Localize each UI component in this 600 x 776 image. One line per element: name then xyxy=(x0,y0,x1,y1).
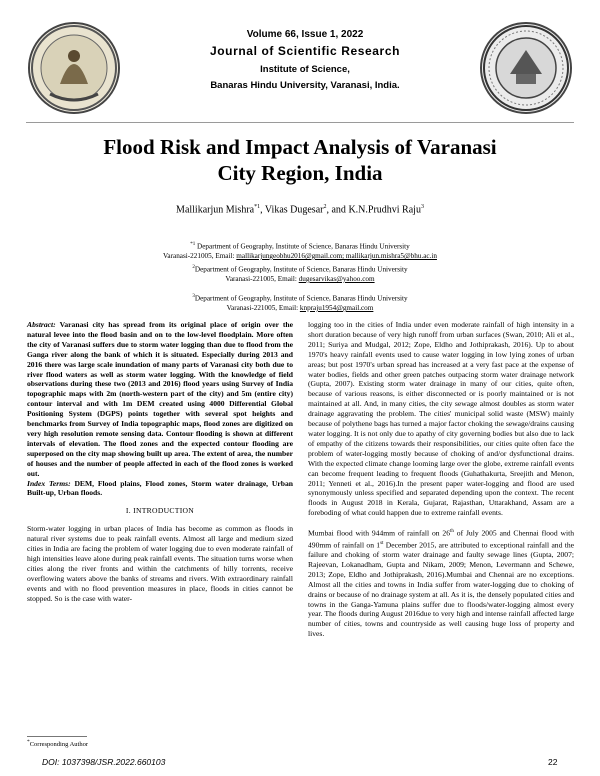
abstract-text: Varanasi city has spread from its original place of origin over the natural levee into the flood basin and on to the low-level floodplain. More often the city of Varanasi suffers due to storm water logging than due to flood from the Ganga river along the bank of which it is situated. Especially during 2013 and 2016 there was large scale inundation of many parts of Varanasi city both due to river flood waters as well as storm water logging. With the knowledge of field observations during these two (2013 and 2016) flood years using Survey of India topographic maps with 2m (north-western part of the city) and 5m (entire city) contour interval and with 1m DEM created using 4000 Differential Global Positioning System (DGPS) points together with several spot heights and benchmarks from Survey of India topographic maps, flood zones are digitized on very high resolution remote sensing data. Contour flooding is shown at different intervals of elevation. The flood zones and the expected contour flooding are superposed on the city map showing built up area. The extent of area, the number of houses and the number of people affected in each of the flood zones is worked out. xyxy=(27,320,293,478)
p2-part2: of July 2005 and Chennai flood with 490mm of rainfall on 1 xyxy=(308,528,574,550)
footnote-rule xyxy=(27,736,87,737)
index-terms-text: DEM, Flood plains, Flood zones, Storm water drainage, Urban Built-up, Urban floods. xyxy=(27,478,293,498)
affiliation-2 xyxy=(60,263,540,285)
aff1-sup: *1 xyxy=(190,242,196,247)
author-1-sup: *1 xyxy=(254,204,261,210)
section-heading-introduction: I. INTRODUCTION xyxy=(125,506,195,516)
aff3-line1: Department of Geography, Institute of Science, Banaras Hindu University xyxy=(194,294,408,303)
journal-header xyxy=(140,28,470,92)
journal-name: Journal of Scientific Research xyxy=(209,44,401,58)
intro-paragraph-right-2 xyxy=(308,527,574,639)
faculty-seal-icon xyxy=(482,24,570,112)
faculty-logo xyxy=(480,22,572,114)
intro-paragraph-left: Storm-water logging in urban places of India has become as common as floods in natural river systems due to peak rainfall events. Almost all large and medium sized cities in India are facing the problem of water logging due to even moderate rainfall of high intensities leave alone during peak rainfall events. The situation turns worse when cities along the river fronts and within the catchments of hilly torrents, receive overflowing waters above the banks of streams and rivers. With extraordinary rainfall events and with no flood prevention measures in place, floods in cities cannot be stopped. So is the case with water- xyxy=(27,524,293,603)
p2-part1: Mumbai flood with 944mm of rainfall on 26 xyxy=(308,528,451,538)
abstract-label: Abstract: xyxy=(27,320,56,329)
p2-sup1: th xyxy=(450,529,454,535)
paper-title xyxy=(40,134,560,186)
page-number: 22 xyxy=(548,757,558,767)
author-2: Vikas Dugesar xyxy=(264,204,324,216)
aff3-prefix: Varanasi-221005, Email: xyxy=(226,303,300,312)
author-3-sup: 3 xyxy=(420,204,424,210)
institute-logo xyxy=(28,22,120,114)
footnote xyxy=(27,739,88,748)
aff1-prefix: Varanasi-221005, Email: xyxy=(163,251,237,260)
footnote-text: Corresponding Author xyxy=(29,741,89,749)
index-terms-label: Index Terms: xyxy=(27,478,71,488)
institute-seal-icon xyxy=(30,24,118,112)
institute-name: Institute of Science, xyxy=(260,64,350,75)
aff2-line1: Department of Geography, Institute of Science, Banaras Hindu University xyxy=(194,265,408,274)
volume-issue: Volume 66, Issue 1, 2022 xyxy=(246,29,364,40)
aff2-email-link[interactable]: dugesarvikas@yahoo.com xyxy=(298,274,375,283)
abstract xyxy=(27,320,293,479)
doi[interactable]: DOI: 1037398/JSR.2022.660103 xyxy=(42,757,166,767)
university-name: Banaras Hindu University, Varanasi, India. xyxy=(210,80,400,91)
header-rule xyxy=(26,122,574,123)
left-column xyxy=(27,320,293,603)
aff2-sup: 2 xyxy=(192,265,195,270)
aff3-email-link[interactable]: knpraju1954@gmail.com xyxy=(299,303,374,312)
p2-sup2: st xyxy=(380,540,384,546)
author-3: K.N.Prudhvi Raju xyxy=(348,204,421,216)
affiliation-1 xyxy=(60,240,540,262)
aff1-line1: Department of Geography, Institute of Science, Banaras Hindu University xyxy=(197,242,410,251)
intro-paragraph-right-1: logging too in the cities of India under even moderate rainfall of high intensity in a short duration because of very high runoff from urban surfaces (Swan, 2010; Ali et al., 2011; Suriya and Mudgal, 2012; Zope, Eldho and Jothiprakash, 2016). Up to about 1970's heavy rainfall events used to cause water logging in low lying zones of urban areas; but post 1970's urban spread has increased at a very fast pace at the expense of water bodies, fields and other green patches outpacing storm water drainage network (Gupta, 2007). Existing storm water drainage in many of our cities, quite often, because of various reasons, is either disconnected or is poorly maintained or is not maintained at all. And, in many cities, the city sewage almost doubles as storm water drainage aggravating the problem. The cities' municipal solid waste (MSW) mainly because of polythene bags has turned a major factor choking the sewage/drains causing water logging. It is not only due to apathy of city governing bodies but also due to lack of empathy of the citizens towards their responsibilities, our cities quite often face the problem of water-logging mostly because of choking of and/or dysfunctional drains. With the expected climate change looming large over the globe, extreme rainfall events can become frequent leading to frequent floods (Guhathakurta, Sreejith and Menon, 2011; Yenneti et al., 2016).In the present paper water-logging and flood are used synonymously unless specified and separated depending upon the context. The recent floods in August 2018 in Kerala, Gujarat, Rajasthan, Uttarakhand, Assam are a foreboding of what could happen due to extreme rainfall events. xyxy=(308,320,574,518)
title-line-1: Flood Risk and Impact Analysis of Varanasi xyxy=(103,135,497,159)
footnote-sup: * xyxy=(27,739,30,745)
title-line-2: City Region, India xyxy=(217,161,383,185)
author-1: Mallikarjun Mishra xyxy=(176,204,255,216)
author-2-sup: 2 xyxy=(323,204,327,210)
right-column xyxy=(308,320,574,639)
author-list: Mallikarjun Mishra$^{*1}$, Vikas Dugesar$^2$, and K.N.Prudhvi Raju$^3$ xyxy=(176,204,424,216)
affiliation-3 xyxy=(60,292,540,314)
aff1-email-link[interactable]: mallikarjungeobhu2016@gmail.com; mallikarjun.mishra5@bhu.ac.in xyxy=(236,251,437,260)
aff2-prefix: Varanasi-221005, Email: xyxy=(225,274,299,283)
p2-part3: December 2015, are attributed to exceptional rainfall and the failure and choking of storm water drainage and faulty sewage lines (Gupta, 2007; Rajeevan, Lokanadham, Gupta and Nikam, 2009; Menon, Levermann and Schewe, 2013; Zope, Eldho and Jothiprakash, 2016).Mumbai and Chennai are no exceptions. Almost all the cities and towns in India suffer from water-logging due to choking of drains or because of no drainage system at all. As it is, the densely populated cities and towns in the Ganga-Yamuna plains suffer due to floods/water-logging almost every year. The floods during August 2016due to very high and intense rainfall affected large number of cities, towns and countryside as well causing huge loss of property and lives. xyxy=(308,540,574,639)
aff3-sup: 3 xyxy=(192,294,195,299)
index-terms xyxy=(27,479,293,499)
